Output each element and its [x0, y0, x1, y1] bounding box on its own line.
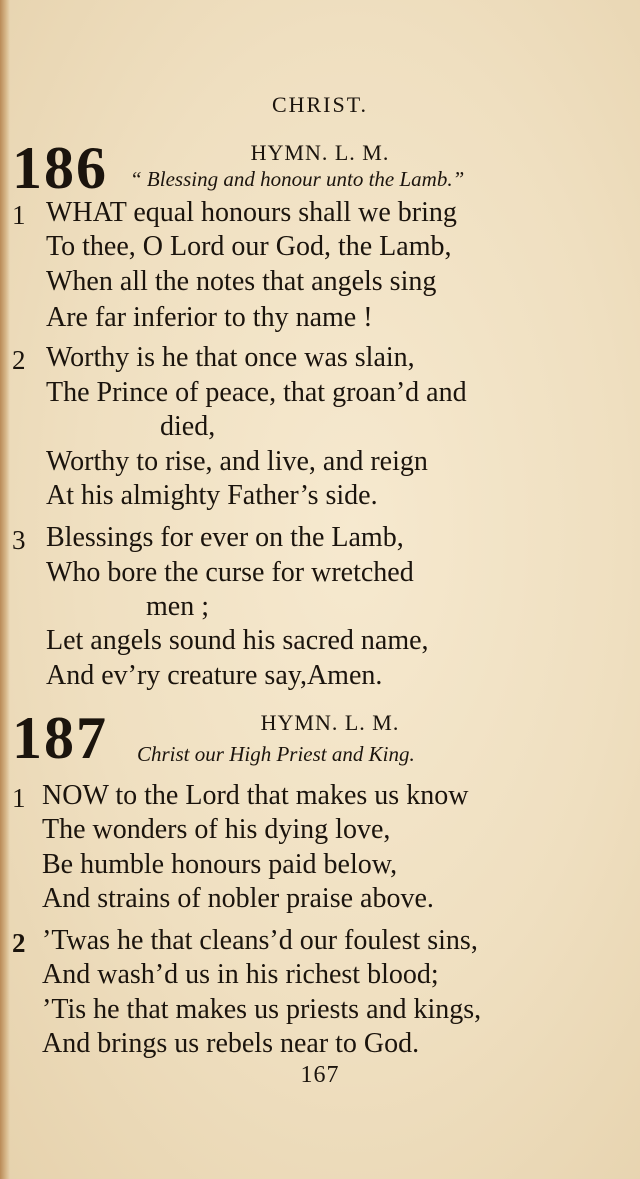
verse-line: And strains of nobler praise above.	[42, 883, 434, 914]
verse-line: Let angels sound his sacred name,	[46, 625, 429, 656]
verse-line: NOW to the Lord that makes us know	[42, 780, 469, 811]
hymn-number: 186	[12, 135, 108, 201]
page-edge	[0, 0, 10, 1179]
verse-line: The Prince of peace, that groan’d and	[46, 377, 467, 408]
verse-line: Who bore the curse for wretched	[46, 557, 414, 588]
verse-line: died,	[160, 411, 216, 442]
page-number: 167	[300, 1062, 340, 1088]
verse-number: 3	[12, 525, 26, 555]
hymn-subtitle: Christ our High Priest and King.	[137, 742, 415, 766]
verse-line: And wash’d us in his richest blood;	[42, 959, 439, 990]
verse-line: men ;	[146, 591, 209, 622]
verse-line: ’Tis he that makes us priests and kings,	[42, 994, 482, 1025]
verse-number: 1	[12, 200, 26, 230]
verse-line: And ev’ry creature say,Amen.	[46, 660, 383, 691]
verse-line: Are far inferior to thy name !	[46, 302, 373, 333]
hymn-heading: HYMN. L. M.	[260, 710, 400, 735]
section-header: CHRIST.	[271, 92, 369, 117]
verse-line: When all the notes that angels sing	[46, 266, 437, 297]
verse-line: And brings us rebels near to God.	[42, 1028, 420, 1059]
hymn-heading: HYMN. L. M.	[250, 140, 390, 165]
verse-line: The wonders of his dying love,	[42, 814, 391, 845]
hymn-number: 187	[12, 705, 108, 771]
hymn-subtitle: “ Blessing and honour unto the Lamb.”	[130, 167, 465, 191]
verse-line: Be humble honours paid below,	[42, 849, 398, 880]
verse-line: ’Twas he that cleans’d our foulest sins,	[42, 925, 478, 956]
verse-number: 2	[12, 928, 26, 958]
verse-line: At his almighty Father’s side.	[46, 480, 378, 511]
verse-number: 2	[12, 345, 26, 375]
verse-line: Blessings for ever on the Lamb,	[46, 522, 404, 553]
verse-line: Worthy is he that once was slain,	[46, 342, 415, 373]
verse-number: 1	[12, 783, 26, 813]
verse-line: Worthy to rise, and live, and reign	[46, 446, 428, 477]
verse-line: To thee, O Lord our God, the Lamb,	[46, 231, 452, 262]
verse-line: WHAT equal honours shall we bring	[46, 197, 457, 228]
